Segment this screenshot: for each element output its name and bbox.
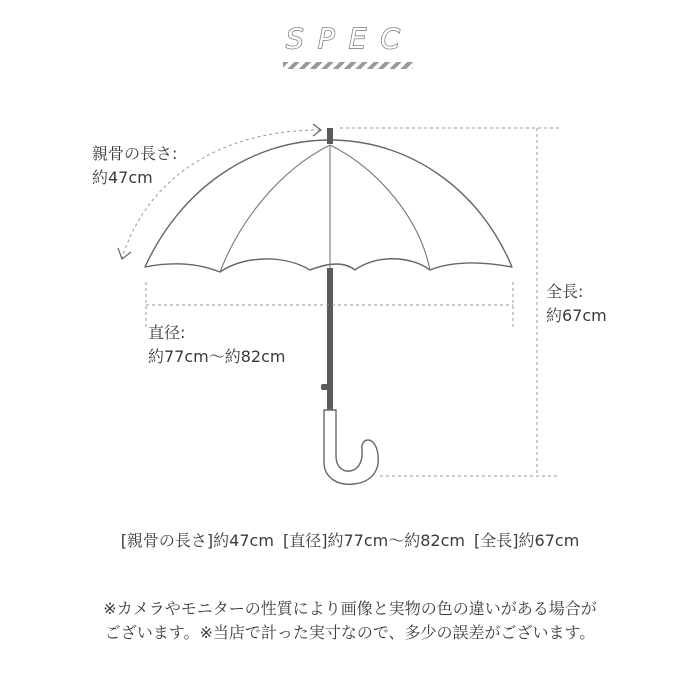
rib-length-title: 親骨の長さ:: [92, 144, 178, 163]
diameter-title: 直径:: [148, 323, 186, 342]
diameter-value: 約77cm～約82cm: [148, 347, 286, 366]
total-length-value: 約67cm: [546, 306, 607, 325]
disclaimer-note: [0, 597, 700, 645]
page-title: SPEC: [286, 22, 414, 55]
umbrella-tip: [327, 128, 333, 144]
umbrella-handle: [324, 410, 378, 484]
rib-length-value: 約47cm: [92, 168, 153, 187]
umbrella-slider: [321, 384, 329, 390]
rib-length-arrowhead-bottom: [118, 248, 131, 259]
spec-summary: [親骨の長さ]約47cm [直径]約77cm～約82cm [全長]約67cm: [120, 531, 580, 550]
umbrella-canopy: [145, 140, 512, 272]
total-length-title: 全長:: [546, 282, 584, 301]
disclaimer-line-2: ございます。※当店で計った実寸なので、多少の誤差がございます。: [104, 623, 596, 642]
disclaimer-line-1: ※カメラやモニターの性質により画像と実物の色の違いがある場合が: [103, 599, 597, 618]
